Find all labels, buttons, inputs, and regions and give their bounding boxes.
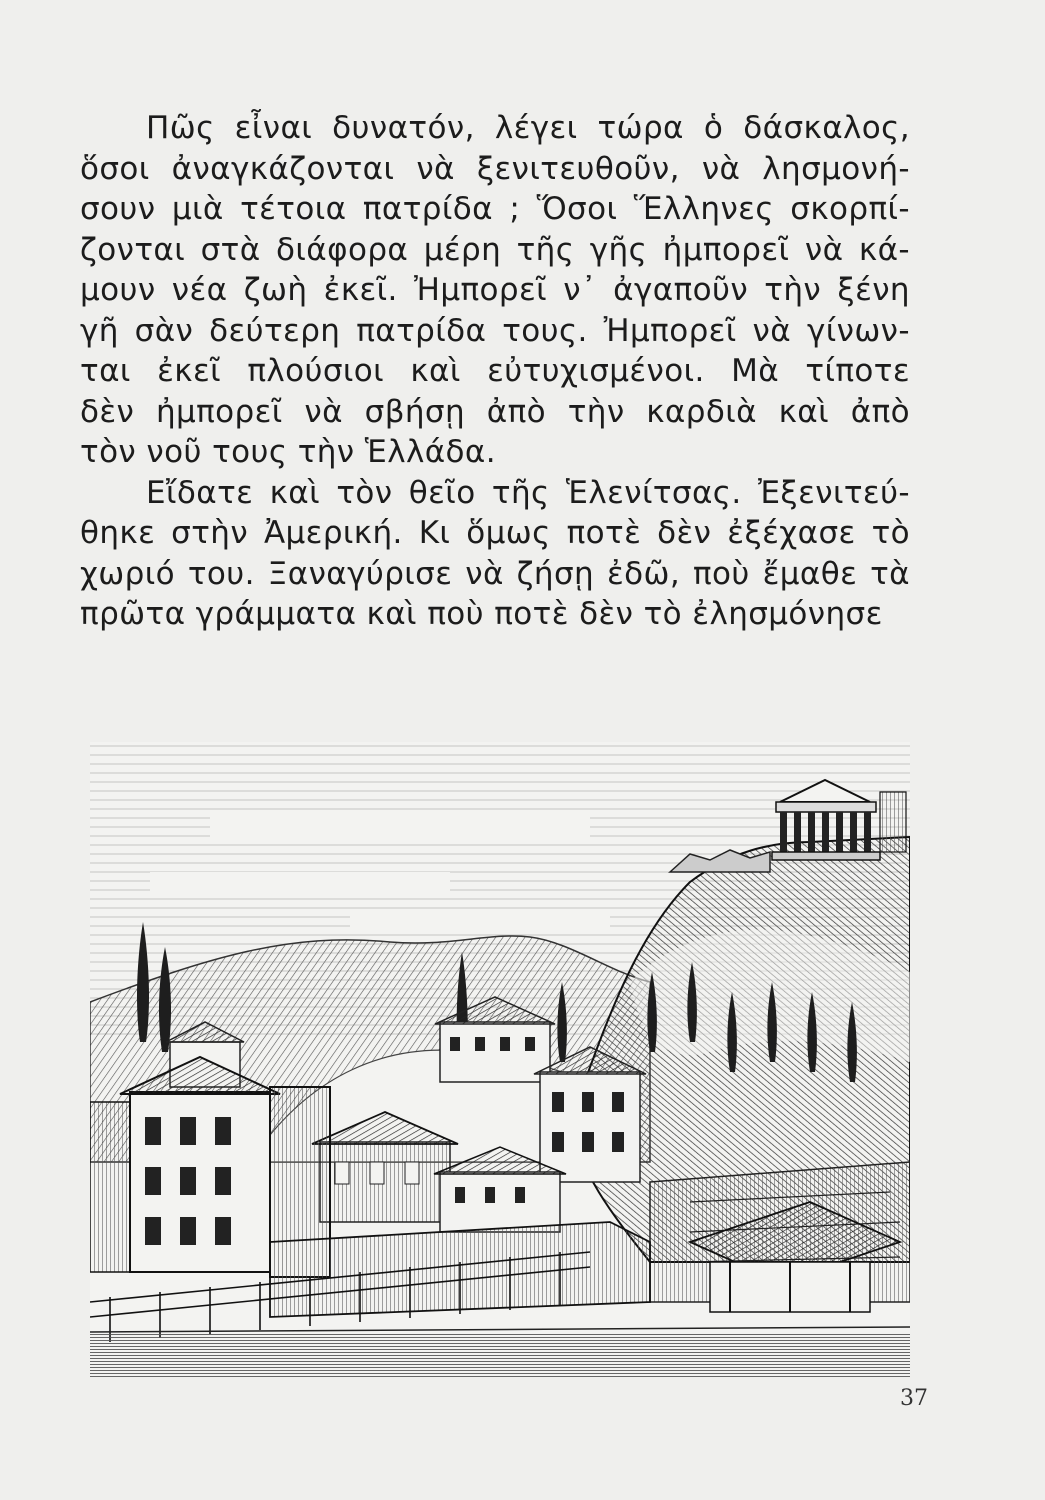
text-line: ται ἐκεῖ πλούσιοι καὶ εὐτυχισμένοι. Μὰ τίποτε (80, 353, 910, 389)
text-line: ὅσοι ἀναγκάζονται νὰ ξενιτευθοῦν, νὰ λησμονή- (80, 150, 910, 187)
body-text (80, 108, 910, 635)
text-line: γῆ σὰν δεύτερη πατρίδα τους. Ἠμπορεῖ νὰ γίνων- (80, 312, 910, 349)
text-line: δὲν ἠμπορεῖ νὰ σβήσῃ ἀπὸ τὴν καρδιὰ καὶ ἀπὸ (80, 393, 910, 430)
text-line: χωριό του. Ξαναγύρισε νὰ ζήσῃ ἐδῶ, ποὺ ἔμαθε τὰ (80, 555, 910, 592)
text-line: πρῶτα γράμματα καὶ ποὺ ποτὲ δὲν τὸ ἐλησμόνησε (80, 596, 883, 632)
text-line: Πῶς εἶναι δυνατόν, λέγει τώρα ὁ δάσκαλος, (146, 110, 910, 146)
text-line: τὸν νοῦ τους τὴν Ἑλλάδα. (80, 434, 496, 470)
ground (90, 1332, 910, 1377)
text-line: θηκε στὴν Ἀμερική. Κι ὅμως ποτὲ δὲν ἐξέχασε τὸ (80, 515, 910, 551)
text-line: σουν μιὰ τέτοια πατρίδα ; Ὅσοι Ἕλληνες σκορπί- (80, 191, 910, 227)
page-number: 37 (900, 1386, 928, 1411)
acropolis-village-illustration (90, 742, 910, 1377)
text-line: Εἴδατε καὶ τὸν θεῖο τῆς Ἑλενίτσας. Ἐξενιτεύ- (146, 474, 910, 511)
text-line: ζονται στὰ διάφορα μέρη τῆς γῆς ἠμπορεῖ νὰ κά- (80, 231, 910, 268)
text-line: μουν νέα ζωὴ ἐκεῖ. Ἠμπορεῖ ν᾽ ἀγαποῦν τὴν ξένη (80, 272, 910, 308)
